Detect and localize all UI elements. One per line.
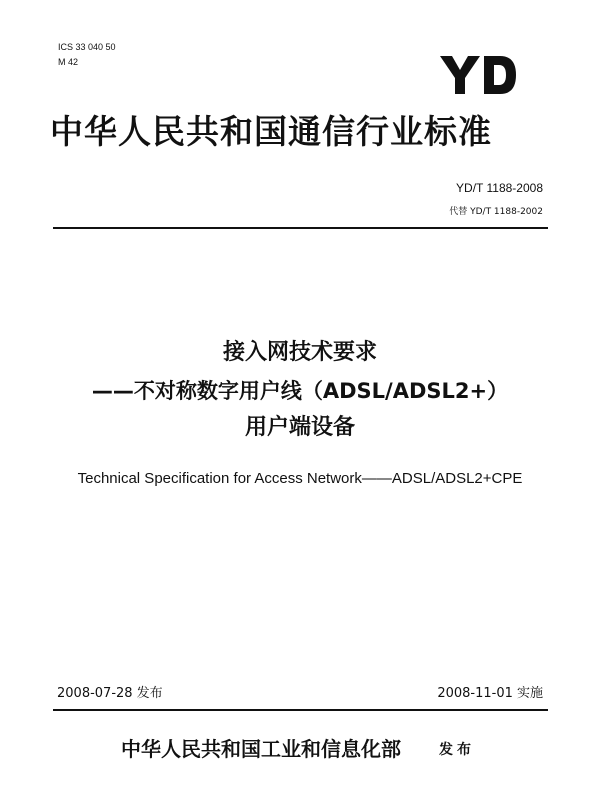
ics-code: ICS 33 040 50 (58, 42, 116, 52)
replaces-standard: 代替 YD/T 1188-2002 (449, 207, 543, 217)
implementation-date: 2008-11-01 实施 (437, 686, 543, 701)
top-divider (53, 227, 548, 229)
yd-logo (438, 54, 518, 96)
document-title-line-1: 接入网技术要求 (222, 340, 377, 365)
english-title: Technical Specification for Access Network——ADSL/ADSL2+CPE (77, 470, 523, 487)
publication-date: 2008-07-28 发布 (57, 686, 163, 701)
issued-label: 发布 (439, 742, 475, 758)
document-title-line-2: ——不对称数字用户线（ADSL/ADSL2+） (91, 379, 509, 403)
logo-letter-y (440, 56, 480, 94)
classification-code: M 42 (58, 57, 79, 67)
document-title-line-3: 用户端设备 (244, 415, 355, 440)
logo-letter-d (484, 56, 516, 94)
industry-standard-title: 中华人民共和国通信行业标准 (50, 112, 492, 151)
bottom-divider (53, 709, 548, 711)
standard-number: YD/T 1188-2008 (456, 181, 543, 195)
issuing-authority: 中华人民共和国工业和信息化部 (121, 737, 401, 761)
